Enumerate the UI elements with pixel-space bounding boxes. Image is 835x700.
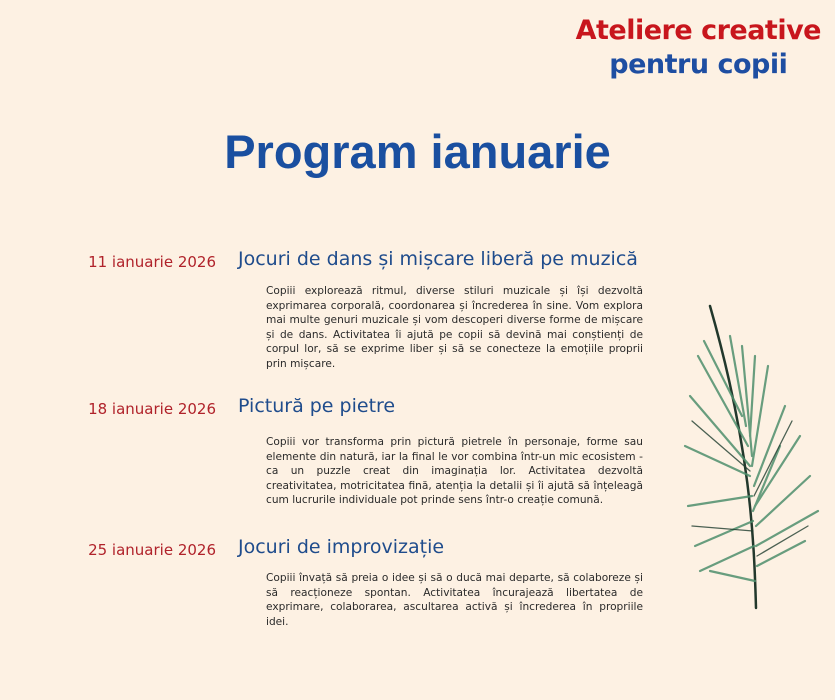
- event-description: Copiii explorează ritmul, diverse stiluri muzicale și își dezvoltă exprimarea corporală, coordonarea și încrederea în sine. Vom explora mai multe genuri muzicale și vom descoperi diverse forme de mișcare și de dans. Activitatea îi ajută pe copii să devină mai conștienți de corpul lor, să se exprime liber și să se conecteze la emoțiile proprii prin mișcare.: [266, 285, 643, 370]
- event-title: Jocuri de improvizație: [238, 536, 445, 558]
- event-date: 18 ianuarie 2026: [88, 400, 216, 418]
- event-date: 25 ianuarie 2026: [88, 541, 216, 559]
- brand-line-1: Ateliere creative: [575, 15, 821, 46]
- brand-line-2: pentru copii: [609, 49, 788, 80]
- page-title: Program ianuarie: [224, 125, 611, 178]
- brand-logo: [576, 14, 821, 82]
- event-description: Copiii vor transforma prin pictură pietrele în personaje, forme sau elemente din natură, iar la final le vor combina într-un mic ecosistem - ca un puzzle creat din imaginația lor. Activitatea dezvoltă creativitatea, motricitatea fină, atenția la detalii și îi ajută să înțeleagă cum lucrurile individuale pot prinde sens într-o creație comună.: [266, 436, 643, 507]
- event-date: 11 ianuarie 2026: [88, 253, 216, 271]
- event-description: Copiii învață să preia o idee și să o ducă mai departe, să colaboreze și să reacționeze spontan. Activitatea încurajează libertatea de exprimare, colaborarea, ascultarea activă și încrederea în propriile idei.: [266, 572, 643, 628]
- pine-branch-icon: [680, 296, 835, 616]
- event-title: Pictură pe pietre: [238, 395, 396, 417]
- event-title: Jocuri de dans și mișcare liberă pe muzică: [238, 248, 638, 270]
